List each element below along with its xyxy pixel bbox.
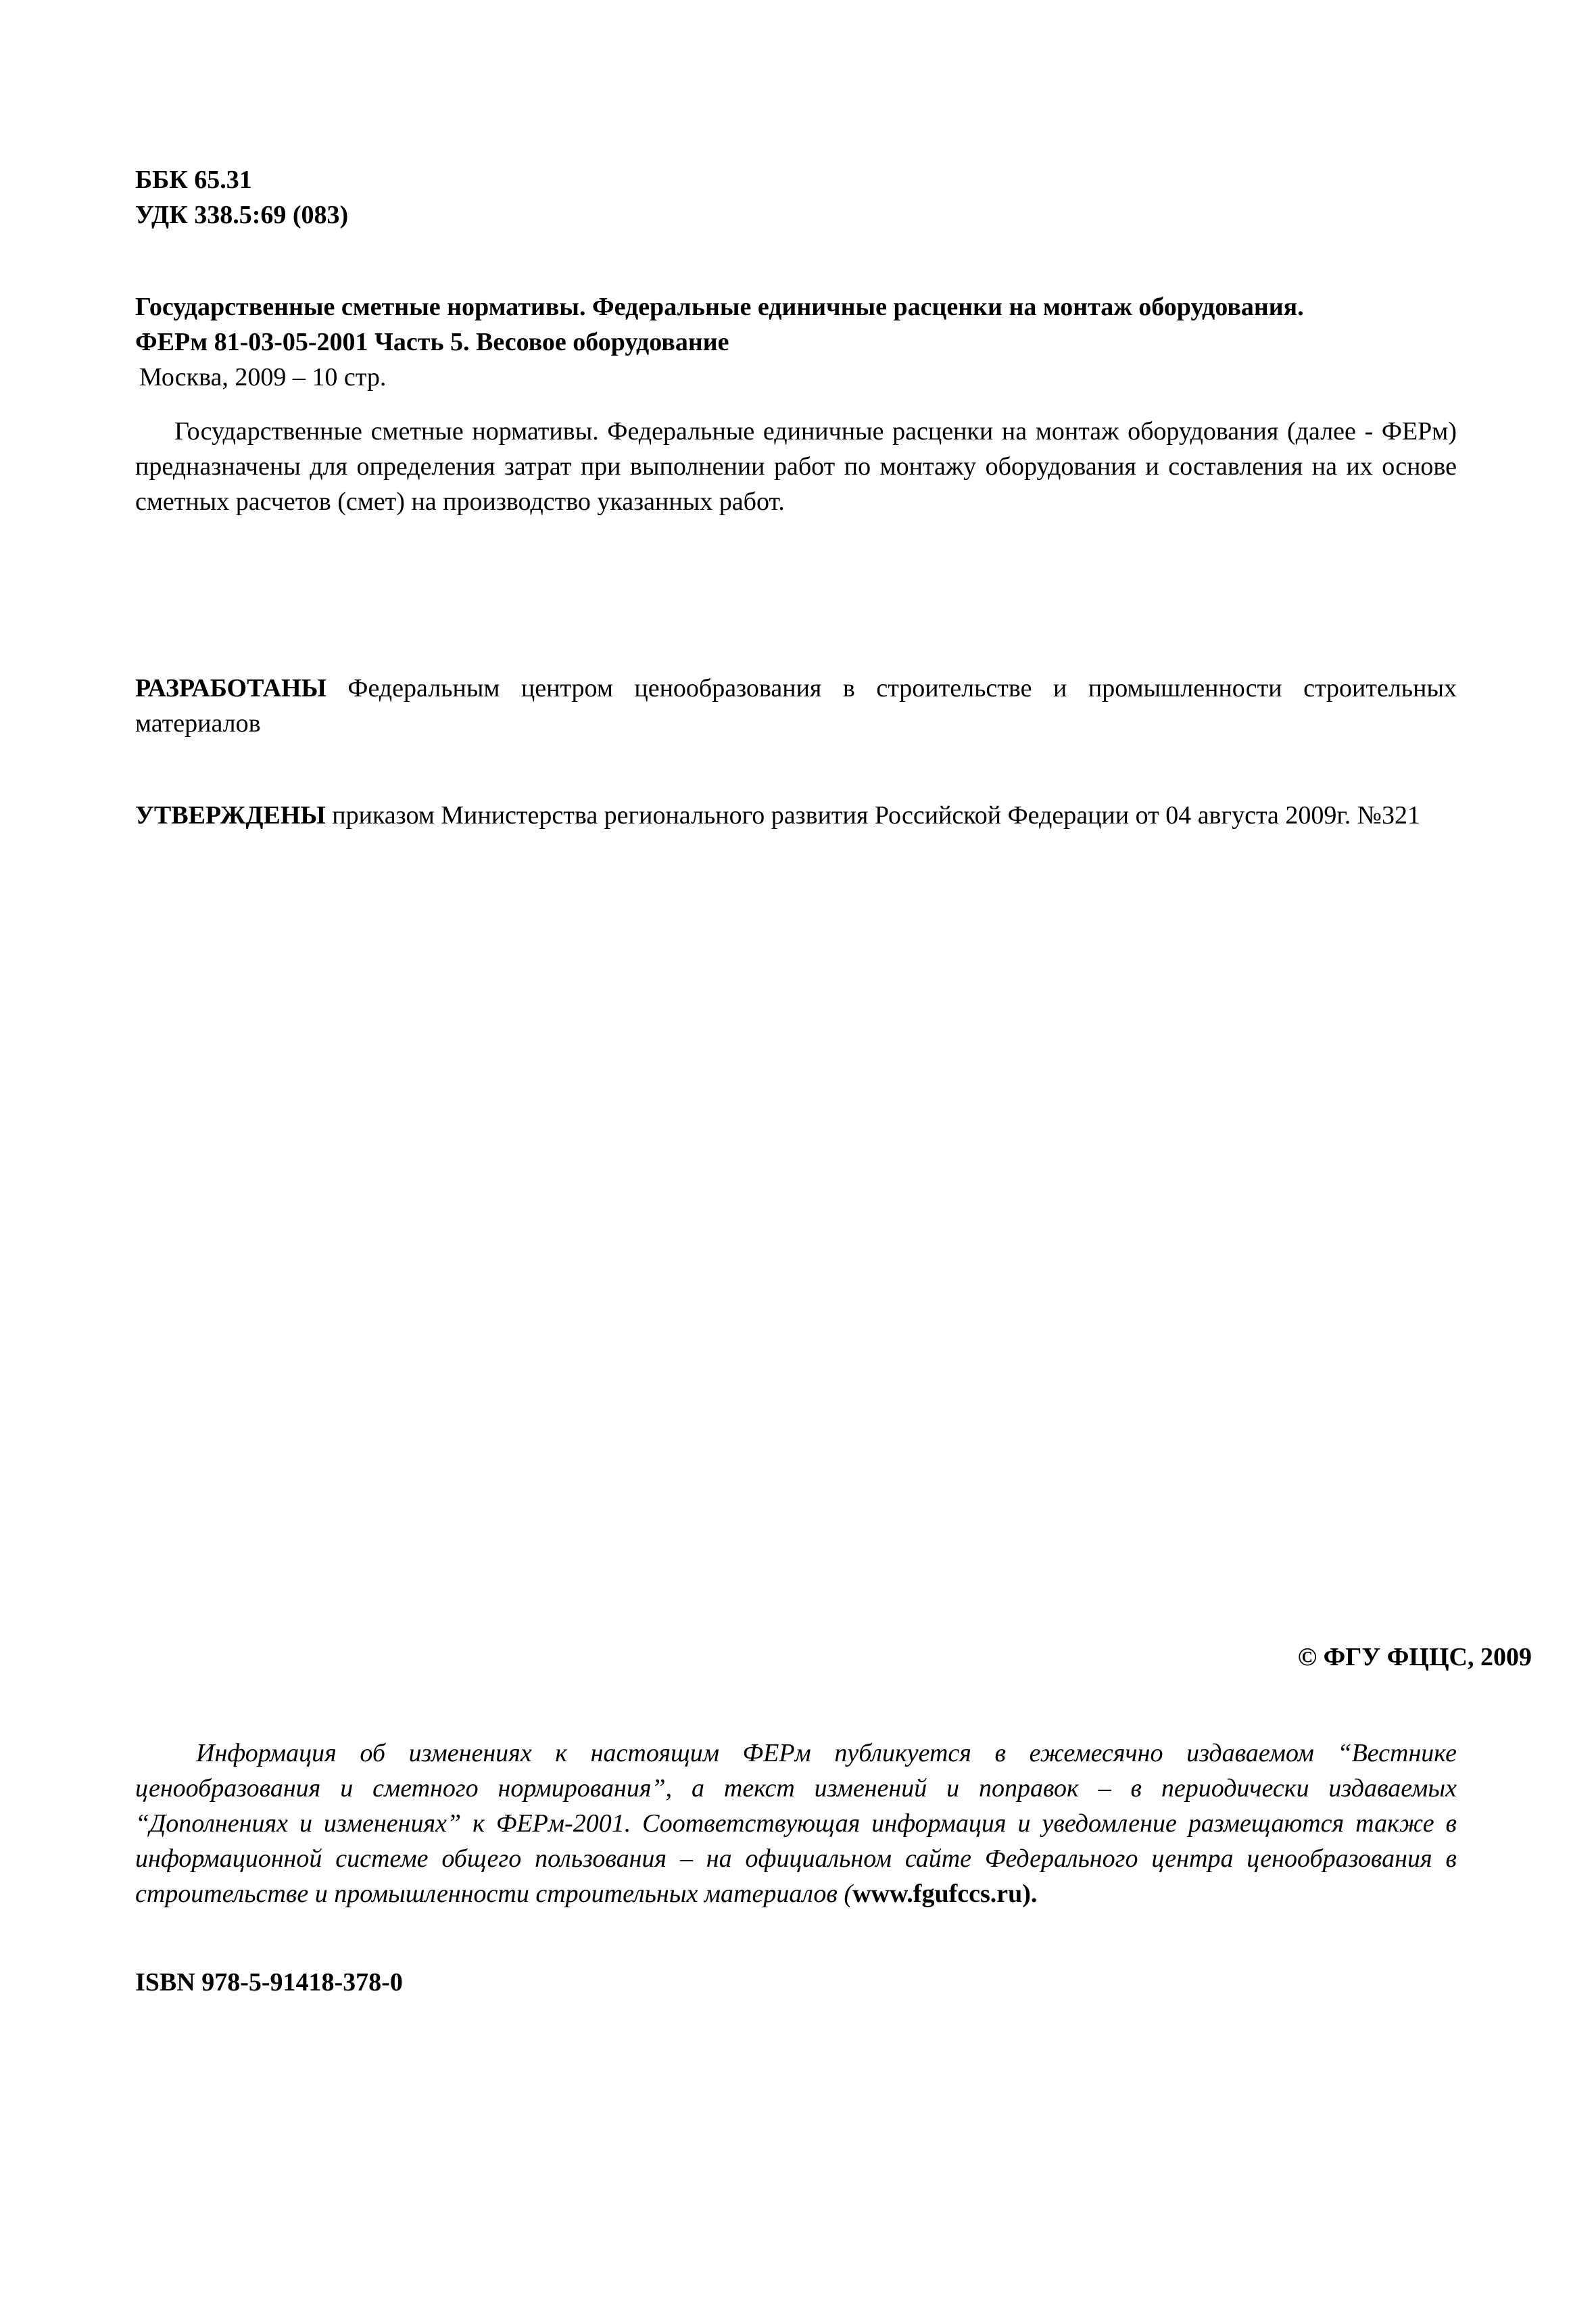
approved-text: приказом Министерства регионального развития Российской Федерации от 04 августа 2009г. №321 (325, 801, 1420, 830)
title-line-1: Государственные сметные нормативы. Федеральные единичные расценки на монтаж оборудования. (135, 293, 1304, 321)
udk-code: УДК 338.5:69 (083) (135, 201, 349, 229)
notice-text: Информация об изменениях к настоящим ФЕРм публикуется в ежемесячно издаваемом “Вестнике ценообразования и сметного нормирования”, а текст изменений и поправок – в периодически издаваемых “Дополнениях и изменениях” к ФЕРм-2001. Соответствующая информация и уведомление размещаются также в информационной системе общего пользования – на официальном сайте Федерального центра ценообразования в строительстве и промышленности строительных материалов ( (135, 1739, 1457, 1908)
classification-codes (135, 162, 1457, 233)
bibliographic-title (135, 289, 1457, 395)
description-paragraph: Государственные сметные нормативы. Федеральные единичные расценки на монтаж оборудования (далее - ФЕРм) предназначены для определения затрат при выполнении работ по монтажу оборудования и составления на их основе сметных расчетов (смет) на производство указанных работ. (135, 417, 1457, 516)
website-link[interactable]: www.fgufccs.ru (852, 1880, 1023, 1908)
developed-label: РАЗРАБОТАНЫ (135, 674, 327, 702)
publication-place-year: Москва, 2009 – 10 стр. (139, 363, 387, 391)
copyright: © ФГУ ФЦЦС, 2009 (1297, 1643, 1532, 1671)
notice-tail: ). (1022, 1880, 1038, 1908)
developed-text: Федеральным центром ценообразования в строительстве и промышленности строительных материалов (135, 674, 1457, 738)
approved-label: УТВЕРЖДЕНЫ (135, 801, 326, 830)
changes-notice (135, 1736, 1457, 1911)
developed-by (135, 671, 1457, 741)
bbk-code: ББК 65.31 (135, 166, 252, 194)
approved-by (135, 798, 1457, 833)
isbn: ISBN 978-5-91418-378-0 (135, 1968, 403, 1997)
title-line-2: ФЕРм 81-03-05-2001 Часть 5. Весовое оборудование (135, 328, 729, 356)
